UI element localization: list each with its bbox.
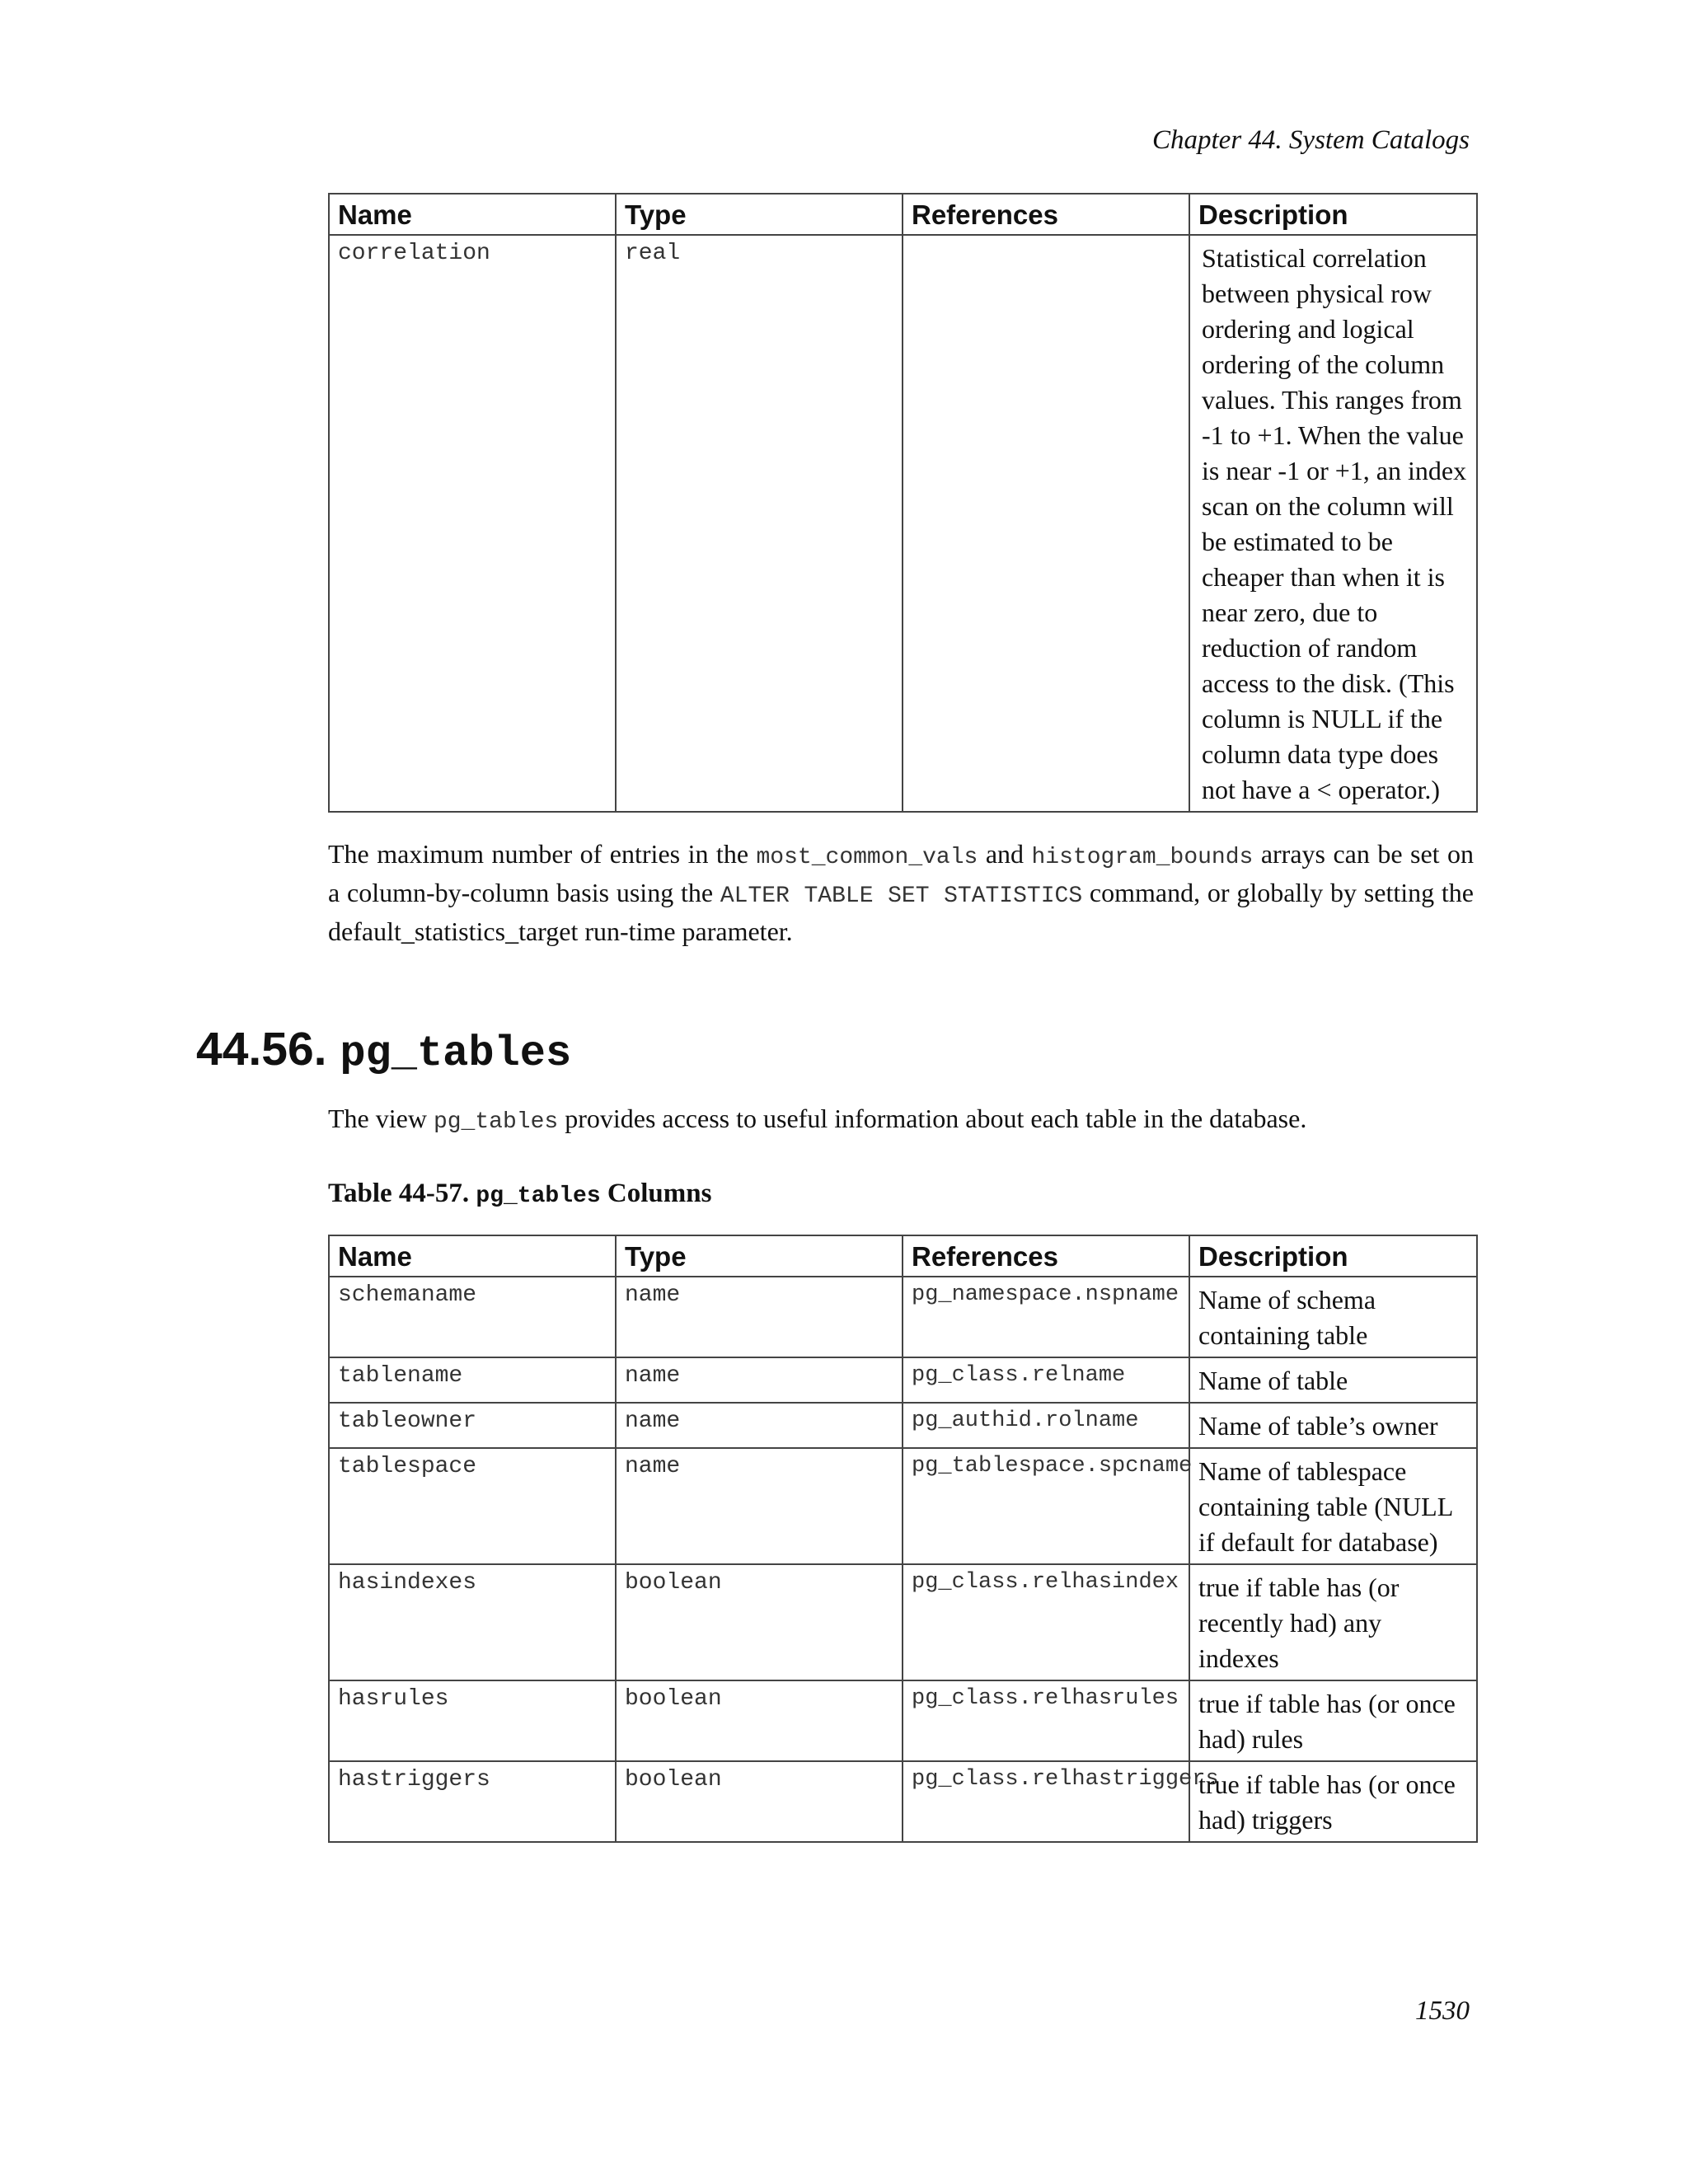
column-header-description: Description [1189,194,1477,235]
table-row [329,235,1477,812]
chapter-header: Chapter 44. System Catalogs [1152,125,1470,155]
section-name: pg_tables [340,1029,572,1078]
cell-references: pg_class.relhasindex [903,1564,1189,1680]
table-row [329,1761,1477,1842]
code-histogram-bounds: histogram_bounds [1031,845,1254,870]
text-run: command, or globally by setting the default_statistics_target run-time parameter. [328,878,1475,946]
text-run: The maximum number of entries in the [328,839,757,869]
page-number: 1530 [1415,1996,1470,2026]
section-title [196,1022,571,1078]
cell-type: real [616,235,903,812]
column-header-references: References [903,194,1189,235]
caption-code: pg_tables [476,1183,601,1209]
cell-name: tablename [329,1357,616,1403]
cell-type: name [616,1277,903,1357]
table-header-row [329,1235,1477,1277]
column-header-name: Name [329,194,616,235]
column-header-references: References [903,1235,1189,1277]
text-run: The view [328,1104,434,1133]
code-alter-table: ALTER TABLE SET STATISTICS [720,883,1083,909]
table-row [329,1357,1477,1403]
cell-references: pg_namespace.nspname [903,1277,1189,1357]
table-row [329,1564,1477,1680]
cell-name: hasindexes [329,1564,616,1680]
caption-suffix: Columns [600,1179,712,1208]
caption-prefix: Table 44-57. [328,1179,476,1208]
code-pg-tables: pg_tables [433,1109,559,1135]
code-most-common-vals: most_common_vals [756,845,978,870]
cell-description: Name of schema containing table [1189,1277,1477,1357]
cell-description: true if table has (or recently had) any indexes [1189,1564,1477,1680]
section-number: 44.56. [196,1023,327,1076]
statistics-columns-table [328,193,1478,813]
cell-description: Name of table’s owner [1189,1403,1477,1448]
cell-type: name [616,1448,903,1564]
cell-references: pg_tablespace.spcname [903,1448,1189,1564]
cell-description: true if table has (or once had) triggers [1189,1761,1477,1842]
cell-name: correlation [329,235,616,812]
table-row [329,1277,1477,1357]
text-run: provides access to useful information about each table in the database. [558,1104,1307,1133]
cell-type: name [616,1357,903,1403]
cell-references: pg_class.relname [903,1357,1189,1403]
cell-references [903,235,1189,812]
text-run: arrays can be set on a column-by-column basis using the [328,839,1475,907]
table-row [329,1448,1477,1564]
column-header-type: Type [616,1235,903,1277]
cell-type: boolean [616,1564,903,1680]
cell-type: boolean [616,1680,903,1761]
text-run: and [978,839,1032,869]
cell-name: hastriggers [329,1761,616,1842]
cell-description: true if table has (or once had) rules [1189,1680,1477,1761]
cell-description: Statistical correlation between physical row ordering and logical ordering of the column values. This ranges from -1 to +1. When the value is near -1 or +1, an index scan on the column will be estimated to be cheaper than when it is near zero, due to reduction of random access to the disk. (This column is NULL if the column data type does not have a < operator.) [1189,235,1477,812]
cell-references: pg_class.relhasrules [903,1680,1189,1761]
cell-description: Name of tablespace containing table (NULL if default for database) [1189,1448,1477,1564]
cell-name: schemaname [329,1277,616,1357]
cell-references: pg_authid.rolname [903,1403,1189,1448]
column-header-name: Name [329,1235,616,1277]
cell-type: boolean [616,1761,903,1842]
column-header-description: Description [1189,1235,1477,1277]
cell-name: hasrules [329,1680,616,1761]
cell-name: tablespace [329,1448,616,1564]
table-row [329,1403,1477,1448]
cell-description: Name of table [1189,1357,1477,1403]
pg-tables-intro-paragraph [328,1101,1474,1140]
pg-tables-columns-table [328,1235,1478,1843]
table-header-row [329,194,1477,235]
cell-references: pg_class.relhastriggers [903,1761,1189,1842]
column-header-type: Type [616,194,903,235]
table-row [329,1680,1477,1761]
cell-type: name [616,1403,903,1448]
statistics-target-paragraph [328,837,1474,949]
cell-name: tableowner [329,1403,616,1448]
table-caption [328,1179,711,1209]
